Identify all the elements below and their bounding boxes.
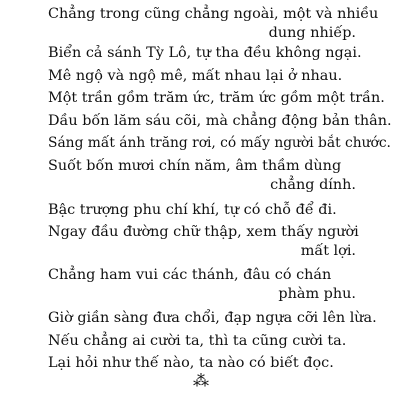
poem-line-1: Chẳng trong cũng chẳng ngoài, một và nhiều (48, 6, 379, 22)
poem-line-12: Nếu chẳng ai cười ta, thì ta cũng cười ta. (48, 333, 347, 349)
poem-line-2: Biển cả sánh Tỳ Lô, tự tha đều không ngại. (48, 45, 362, 61)
poem-line-7: Suốt bốn mươi chín năm, âm thầm dùng (48, 158, 342, 174)
poem-line-10: Chẳng ham vui các thánh, đâu có chán (48, 267, 332, 283)
poem-line-9-continued: mất lợi. (300, 243, 356, 259)
poem-line-8: Bậc trượng phu chí khí, tự có chỗ để đi. (48, 202, 337, 218)
poem-line-5: Dầu bốn lăm sáu cõi, mà chẳng động bản thân. (48, 113, 392, 129)
poem-line-11: Giờ giần sàng đưa chổi, đạp ngựa cỡi lên lừa. (48, 310, 377, 326)
poem-line-7-continued: chẳng dính. (270, 177, 356, 193)
poem-line-6: Sáng mất ánh trăng rơi, có mấy người bắt chước. (48, 135, 391, 151)
poem-line-3: Mê ngộ và ngộ mê, mất nhau lại ở nhau. (48, 68, 343, 84)
asterism-ornament: ⁂ (193, 371, 207, 390)
poem-line-9: Ngay đầu đường chữ thập, xem thấy người (48, 224, 359, 240)
poem-line-4: Một trần gồm trăm ức, trăm ức gồm một trần. (48, 90, 385, 106)
poem-line-10-continued: phàm phu. (278, 286, 356, 302)
poem-line-1-continued: dung nhiếp. (268, 25, 356, 41)
poem-line-13: Lại hỏi như thế nào, ta nào có biết đọc. (48, 355, 334, 371)
